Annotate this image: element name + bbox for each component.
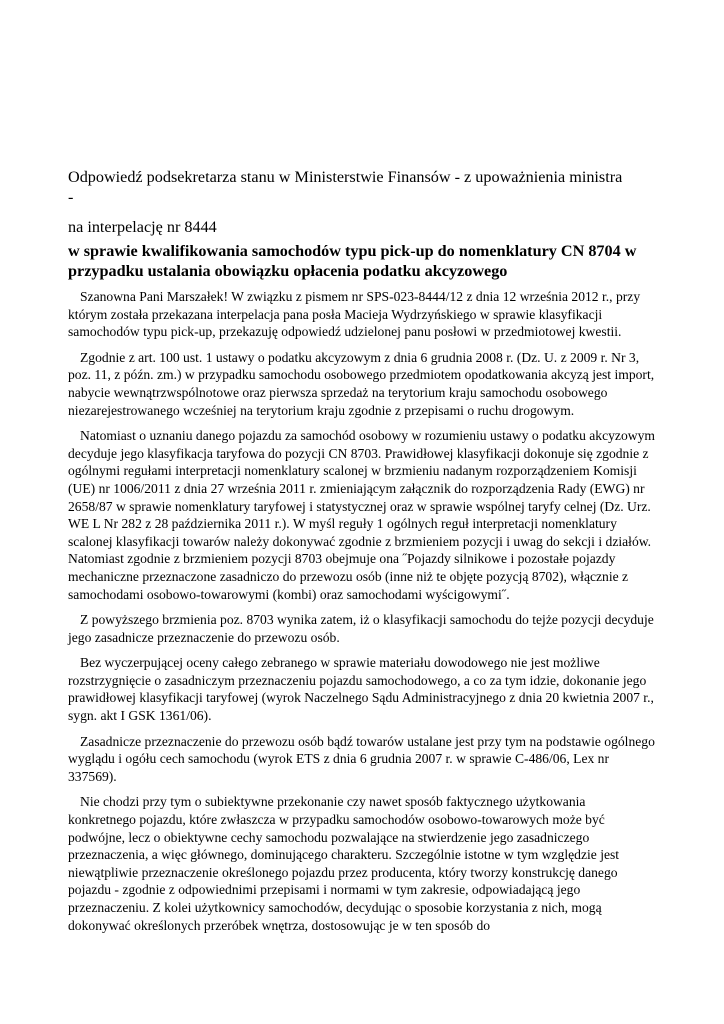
document-body <box>68 167 656 942</box>
paragraph: Zgodnie z art. 100 ust. 1 ustawy o podatku akcyzowym z dnia 6 grudnia 2008 r. (Dz. U. z 2009 r. Nr 3, poz. 11, z późn. zm.) w przypadku samochodu osobowego przedmiotem opodatkowania akcyzą jest import, nabycie wewnątrzwspólnotowe oraz pierwsza sprzedaż na terytorium kraju samochodu osobowego niezarejestrowanego wcześniej na terytorium kraju zgodnie z przepisami o ruchu drogowym. <box>68 349 655 418</box>
paragraph: Nie chodzi przy tym o subiektywne przekonanie czy nawet sposób faktycznego użytkowania konkretnego pojazdu, które zwłaszcza w przypadku samochodów osobowo-towarowych może być podwójne, lecz o obiektywne cechy samochodu pozwalające na stwierdzenie jego zasadniczego przeznaczenia, a więc głównego, dominującego charakteru. Szczególnie istotne w tym względzie jest niewątpliwie przeznaczenie określonego pojazdu przez producenta, który tworzy konstrukcję danego pojazdu - zgodnie z odpowiednimi przepisami i normami w tym zakresie, odpowiadającą jego przeznaczeniu. Z kolei użytkownicy samochodów, decydując o sposobie korzystania z nich, mogą dokonywać określonych przeróbek wnętrza, dostosowując je w ten sposób do <box>68 794 620 933</box>
paragraph: Zasadnicze przeznaczenie do przewozu osób bądź towarów ustalane jest przy tym na podstawie ogólnego wyglądu i ogółu cech samochodu (wyrok ETS z dnia 6 grudnia 2007 r. w sprawie C-486/06, Lex nr 337569). <box>68 733 655 784</box>
interpellation-number: na interpelację nr 8444 <box>68 218 217 236</box>
title-dash: - <box>68 188 74 206</box>
paragraph: Bez wyczerpującej oceny całego zebranego w sprawie materiału dowodowego nie jest możliwe rozstrzygnięcie o zasadniczym przeznaczeniu pojazdu samochodowego, a co za tym idzie, dokonanie jego prawidłowej klasyfikacji taryfowej (wyrok Naczelnego Sądu Administracyjnego z dnia 20 kwietnia 2007 r., sygn. akt I GSK 1361/06). <box>68 655 654 724</box>
paragraph: Szanowna Pani Marszałek! W związku z pismem nr SPS-023-8444/12 z dnia 12 września 2012 r., przy którym została przekazana interpelacja pana posła Macieja Wydrzyńskiego w sprawie klasyfikacji samochodów typu pick-up, przekazuję odpowiedź udzielonej panu posłowi w przedmiotowej kwestii. <box>68 289 641 340</box>
paragraph: Z powyższego brzmienia poz. 8703 wynika zatem, iż o klasyfikacji samochodu do tejże pozycji decyduje jego zasadnicze przeznaczenie do przewozu osób. <box>68 612 654 645</box>
paragraph: Natomiast o uznaniu danego pojazdu za samochód osobowy w rozumieniu ustawy o podatku akcyzowym decyduje jego klasyfikacja taryfowa do pozycji CN 8703. Prawidłowej klasyfikacji dokonuje się zgodnie z ogólnymi regułami interpretacji nomenklatury scalonej w brzmieniu nadanym rozporządzeniem Komisji (UE) nr 1006/2011 z dnia 27 września 2011 r. zmieniającym załącznik do rozporządzenia Rady (EWG) nr 2658/87 w sprawie nomenklatury taryfowej i statystycznej oraz w sprawie wspólnej taryfy celnej (Dz. Urz. WE L Nr 282 z 28 października 2011 r.). W myśl reguły 1 ogólnych reguł interpretacji nomenklatury scalonej klasyfikacji towarów należy dokonywać zgodnie z brzmieniem pozycji i uwag do sekcji i działów. Natomiast zgodnie z brzmieniem pozycji 8703 obejmuje ona ˝Pojazdy silnikowe i pozostałe pojazdy mechaniczne przeznaczone zasadniczo do przewozu osób (inne niż te objęte pozycją 8702), włącznie z samochodami osobowo-towarowymi (kombi) oraz samochodami wyścigowymi˝. <box>68 428 655 602</box>
document-title: Odpowiedź podsekretarza stanu w Ministerstwie Finansów - z upoważnienia ministra <box>68 168 623 186</box>
document-subject: w sprawie kwalifikowania samochodów typu pick-up do nomenklatury CN 8704 w przypadku ustalania obowiązku opłacenia podatku akcyzowego <box>68 242 637 280</box>
